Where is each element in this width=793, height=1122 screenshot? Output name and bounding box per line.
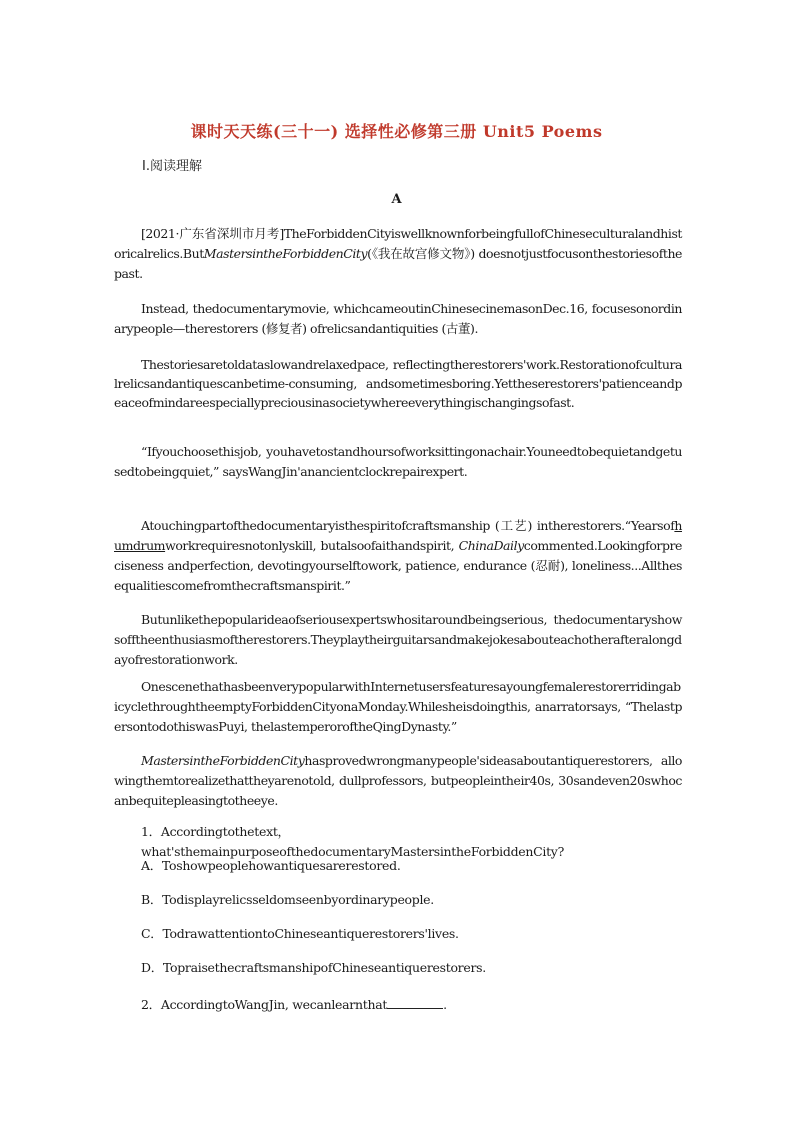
paragraph-1 xyxy=(114,224,682,284)
question-1-option-b: B．Todisplayrelicsseldomseenbyordinarypeople. xyxy=(141,892,434,907)
paragraph-5-text-a: Atouchingpartofthedocumentaryisthespiritofcraftsmanship (工艺) intherestorers.“Yearsof xyxy=(141,518,675,533)
question-1-option-c: C．TodrawattentiontoChineseantiquerestorers'lives. xyxy=(141,926,459,941)
question-2-tail: . xyxy=(443,997,447,1012)
paragraph-7: OnescenethathasbeenverypopularwithInternetusersfeaturesayoungfemalerestorerridingabicyclethroughtheemptyForbiddenCityonaMonday.Whilesheisdoingthis, anarratorsays, “ThelastpersontodothiswasPuyi, thelastemperoroftheQingDynasty.” xyxy=(114,679,682,734)
paragraph-5-text-b: workrequiresnotonlyskill, butalsoofaithandspirit, xyxy=(165,538,455,553)
paragraph-1-text-b: (《我在故宫修文物》) doesnotjustfocusonthestoriesofthepast. xyxy=(114,246,682,281)
question-1-option-d: D．TopraisethecraftsmanshipofChineseantiquerestorers. xyxy=(141,960,486,975)
paragraph-6: Butunlikethepopularideaofseriousexpertswhositaroundbeingserious, thedocumentaryshowsofftheenthusiasmoftherestorers.Theyplaytheirguitarsandmakejokesabouteachotherafteralongdayofrestorationwork. xyxy=(114,612,682,667)
documentary-title: MastersintheForbiddenCity xyxy=(203,246,368,261)
documentary-title-2: MastersintheForbiddenCity xyxy=(141,753,305,768)
underlined-word: humdrum xyxy=(114,518,682,553)
answer-blank xyxy=(387,995,443,1009)
paragraph-2: Instead, thedocumentarymovie, whichcameoutinChinesecinemasonDec.16, focusesonordinarypeople—therestorers (修复者) ofrelicsandantiquities (古董). xyxy=(114,301,682,336)
paragraph-1-text-a: [2021·广东省深圳市月考]TheForbiddenCityiswellknownforbeingfullofChineseculturalandhistoricalrelics.But xyxy=(114,226,682,261)
newspaper-name: ChinaDaily xyxy=(458,538,524,553)
question-1: 1．Accordingtothetext，what'sthemainpurposeofthedocumentaryMastersintheForbiddenCity? xyxy=(141,824,564,859)
paragraph-5 xyxy=(114,516,682,596)
page-title: 课时天天练(三十一) 选择性必修第三册 Unit5 Poems xyxy=(190,122,603,141)
paragraph-8-text: hasprovedwrongmanypeople'sideasaboutantiquerestorers, allowingthemtorealizethattheyarenotold, dullprofessors, butpeopleintheir40s, 30sandeven20swhocanbequitepleasingtotheeye. xyxy=(114,753,682,808)
question-2 xyxy=(141,995,686,1015)
paragraph-4: “Ifyouchoosethisjob, youhavetostandhoursofworksittingonachair.Youneedtobequietandgetusedtobeingquiet,” saysWangJin'anancientclockrepairexpert. xyxy=(114,444,682,479)
question-1-option-a: A．Toshowpeoplehowantiquesarerestored. xyxy=(141,858,401,873)
paragraph-8 xyxy=(114,751,682,811)
paragraph-3: Thestoriesaretoldataslowandrelaxedpace, reflectingtherestorers'work.Restorationofculturalrelicsandantiquescanbetime-consuming, andsometimesboring.Yettheserestorers'patienceandpeaceofmindareespeciallypreciousinasocietywhereeverythingischangingsofast. xyxy=(114,357,682,410)
section-heading: Ⅰ.阅读理解 xyxy=(142,159,202,174)
paragraph-5-text-c: commented.Lookingforpreciseness andperfection, devotingyourselftowork, patience, endurance (忍耐), loneliness...Allthesequalitiescomefromthecraftsmanspirit.” xyxy=(114,538,682,593)
question-2-text: 2．AccordingtoWangJin, wecanlearnthat xyxy=(141,997,388,1012)
passage-label: A xyxy=(391,192,402,207)
